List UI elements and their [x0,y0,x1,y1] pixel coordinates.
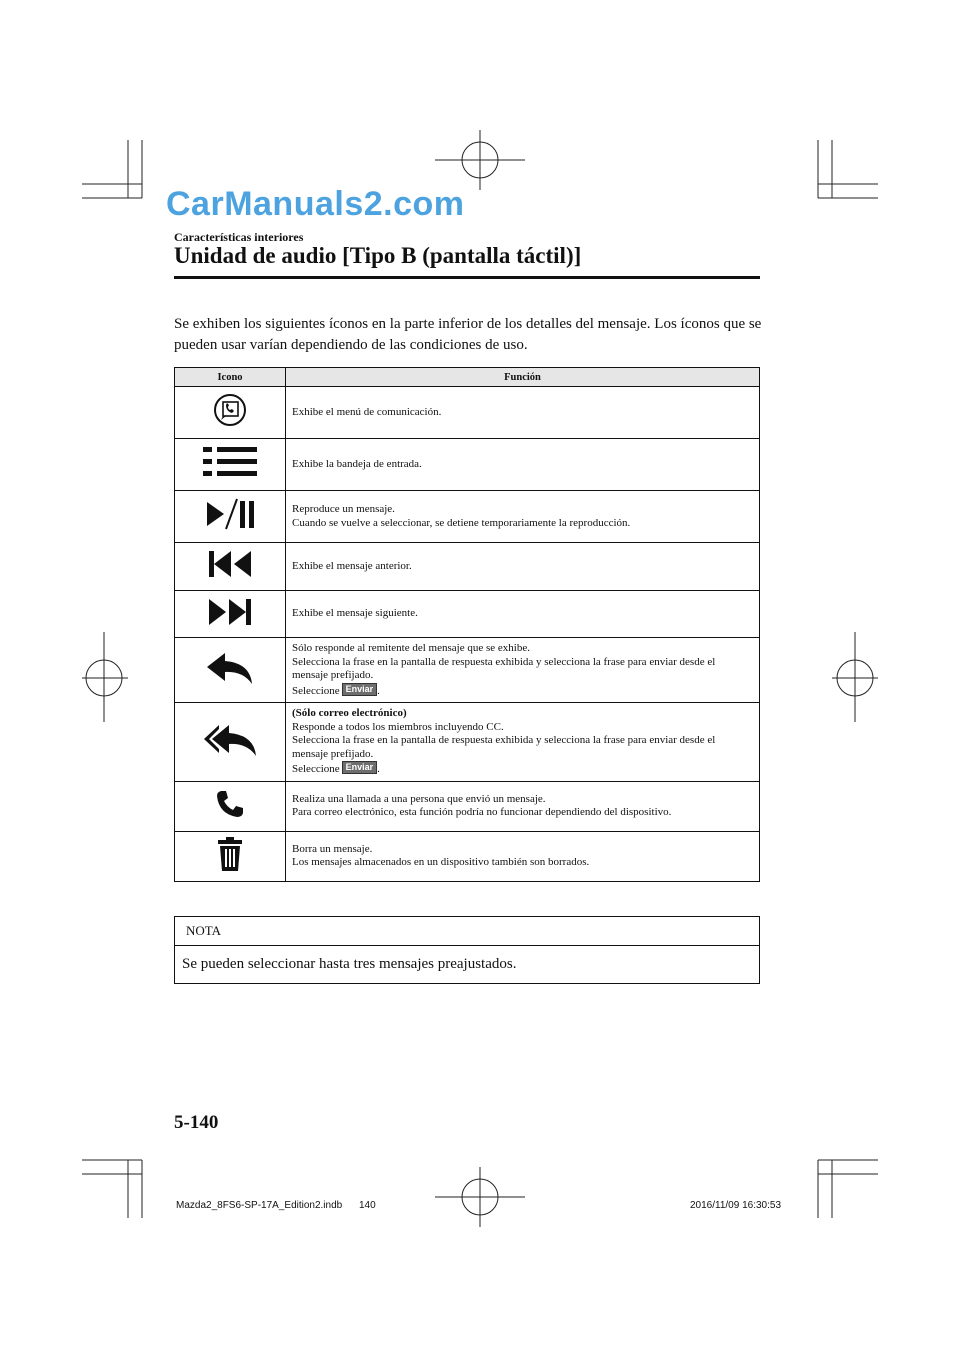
row-text: Responde a todos los miembros incluyendo CC. [292,720,504,733]
table-row [175,703,760,782]
page-number: 5-140 [174,1112,219,1133]
play-pause-icon [204,496,256,532]
row-text: Exhibe la bandeja de entrada. [292,457,422,470]
title-rule [174,276,760,279]
header-icon: Icono [175,368,286,387]
table-row [175,491,760,543]
row-text: Realiza una llamada a una persona que envió un mensaje. [292,792,546,805]
footer-timestamp: 2016/11/09 16:30:53 [690,1200,782,1211]
table-row [175,543,760,591]
page-title: Unidad de audio [Tipo B (pantalla táctil)] [174,243,582,268]
select-prefix: Seleccione [292,684,340,697]
table-row [175,831,760,881]
footer-page: 140 [359,1200,376,1211]
row-text: Los mensajes almacenados en un dispositivo también son borrados. [292,856,590,868]
table-row [175,781,760,831]
next-icon [207,597,253,627]
row-text: Borra un mensaje. [292,842,373,855]
previous-icon [207,549,253,579]
reply-icon [205,649,255,687]
section-label: Características interiores [174,230,304,244]
row-text: Para correo electrónico, esta función podría no funcionar dependiendo del dispositivo. [292,806,672,818]
watermark-logo: CarManuals2.com [166,185,465,223]
row-text: Reproduce un mensaje. [292,503,395,515]
table-header-row [175,368,760,387]
header-function: Función [286,368,760,387]
row-text: Cuando se vuelve a seleccionar, se detiene temporariamente la reproducción. [292,516,631,529]
select-instruction: Seleccione Enviar . [292,762,380,775]
select-instruction: Seleccione Enviar . [292,683,380,697]
phone-icon [215,789,245,819]
reply-all-icon [202,721,258,759]
intro-paragraph: Se exhiben los siguientes íconos en la parte inferior de los detalles del mensaje. Los íconos que se pueden usar varían dependiendo de las condiciones de uso. [174,316,762,353]
note-text: Se pueden seleccionar hasta tres mensajes preajustados. [182,956,517,972]
row-text: Exhibe el mensaje anterior. [292,559,412,572]
icon-function-table [174,367,760,882]
table-row [175,439,760,491]
inbox-list-icon [201,445,259,479]
note-title: NOTA [175,917,759,946]
row-text: Selecciona la frase en la pantalla de respuesta exhibida y selecciona la frase para enviar desde el mensaje prefijado. [292,734,716,760]
note-box [174,916,760,984]
row-text: Selecciona la frase en la pantalla de respuesta exhibida y selecciona la frase para enviar desde el mensaje prefijado. [292,655,716,681]
trash-icon [216,836,244,872]
table-row [175,638,760,703]
table-row [175,591,760,638]
select-prefix: Seleccione [292,763,340,775]
table-row [175,387,760,439]
enviar-button-image: Enviar [342,761,378,774]
row-text: Sólo responde al remitente del mensaje que se exhibe. [292,642,530,654]
footer-filename: Mazda2_8FS6-SP-17A_Edition2.indb [176,1200,343,1211]
communication-menu-icon [212,392,248,428]
row-bold-text: (Sólo correo electrónico) [292,707,407,719]
enviar-button-image: Enviar [342,683,378,696]
row-text: Exhibe el menú de comunicación. [292,405,442,418]
row-text: Exhibe el mensaje siguiente. [292,607,418,620]
